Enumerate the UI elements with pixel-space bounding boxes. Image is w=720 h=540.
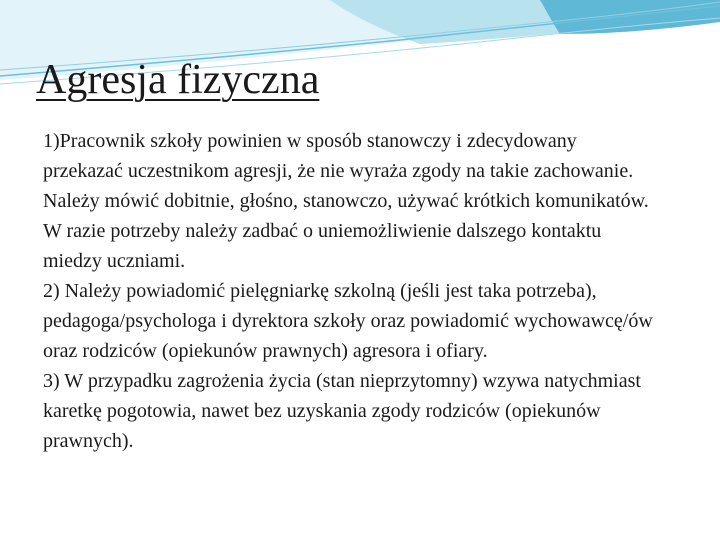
paragraph-2: 2) Należy powiadomić pielęgniarkę szkolną (jeśli jest taka potrzeba), pedagoga/psychologa i dyrektora szkoły oraz powiadomić wychowawcę/ów oraz rodziców (opiekunów prawnych) agresora i ofiary. <box>43 280 653 362</box>
slide-title: Agresja fizyczna <box>36 57 320 103</box>
paragraph-1: 1)Pracownik szkoły powinien w sposób stanowczy i zdecydowany przekazać uczestnikom agresji, że nie wyraża zgody na takie zachowanie. Należy mówić dobitnie, głośno, stanowczo, używać krótkich komunikatów. W razie potrzeby należy zadbać o uniemożliwienie dalszego kontaktu miedzy uczniami. <box>43 130 649 272</box>
paragraph-3: 3) W przypadku zagrożenia życia (stan nieprzytomny) wzywa natychmiast karetkę pogotowia, nawet bez uzyskania zgody rodziców (opiekunów prawnych). <box>43 370 641 452</box>
slide-body <box>43 126 653 456</box>
